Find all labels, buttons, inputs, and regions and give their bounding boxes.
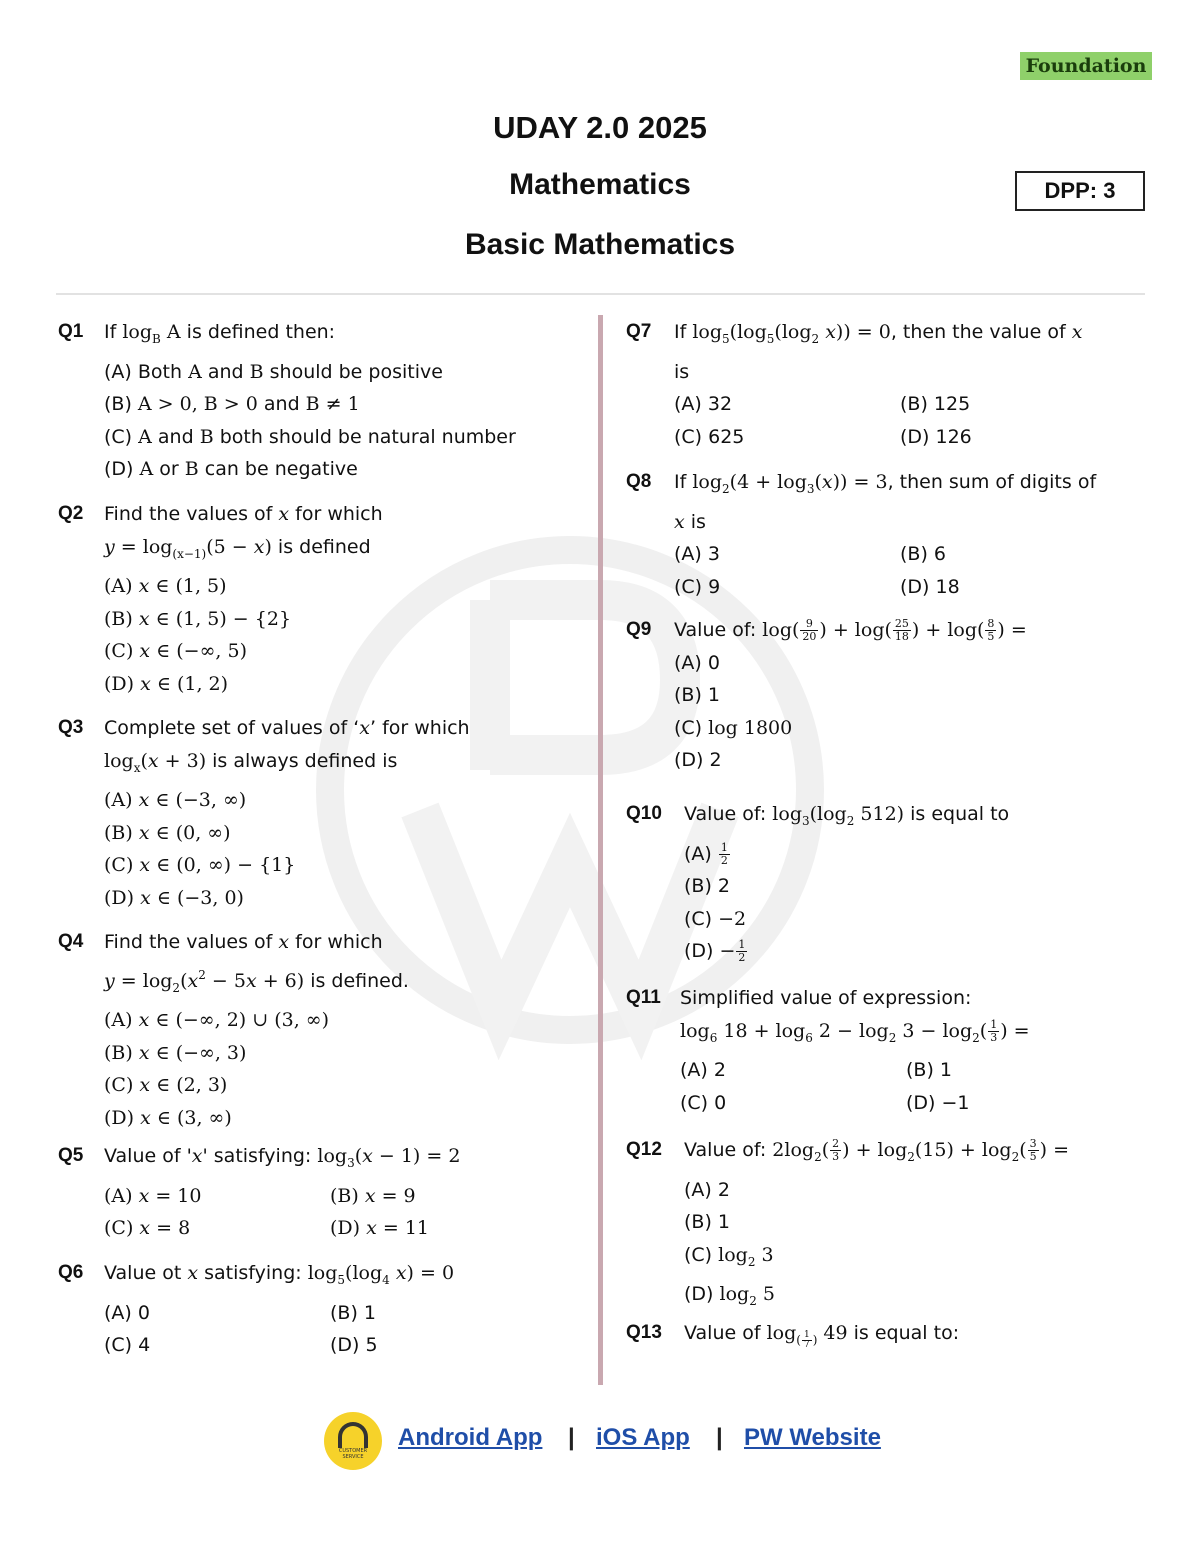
question-text: Value of: log( $\frac{9}{20}$ ) + log( $\frac{25}{18}$ ) + log( $\frac{8}{5}$ ) =: [674, 617, 1027, 643]
option-a[interactable]: (A) 0: [674, 651, 720, 674]
option-c[interactable]: (C) A and B both should be natural number: [104, 425, 516, 448]
question-text: Complete set of values of ‘x’ for which: [104, 717, 470, 739]
option-d[interactable]: (D) 5: [330, 1334, 378, 1356]
question-text-2: $y = \log_{(x-1)}(5 - x)$ is defined: [104, 535, 371, 561]
option-d[interactable]: (D) $\log_2 5$: [684, 1283, 775, 1308]
question-number: Q1: [58, 321, 84, 342]
option-b[interactable]: (B) 125: [900, 393, 971, 415]
question-text: Find the values of x for which: [104, 931, 383, 953]
option-b[interactable]: (B) x ∈ (0, ∞): [104, 821, 231, 844]
option-b[interactable]: (B) 1: [330, 1301, 376, 1324]
foundation-tag: Foundation: [1020, 52, 1152, 80]
question-text: If $\log_B A$ is defined then:: [104, 321, 336, 346]
question-number: Q3: [58, 717, 84, 738]
footer-separator: |: [568, 1424, 575, 1451]
option-c[interactable]: (C) x ∈ (0, ∞) − {1}: [104, 854, 296, 876]
option-a[interactable]: (A) 3: [674, 543, 720, 565]
option-d[interactable]: (D) x ∈ (−3, 0): [104, 886, 244, 909]
option-b[interactable]: (B) x ∈ (1, 5) − {2}: [104, 607, 292, 630]
option-a[interactable]: (A) 2: [680, 1059, 726, 1081]
option-c[interactable]: (C) $\log_2 3$: [684, 1243, 774, 1269]
footer-links: [0, 1412, 1200, 1472]
question-number: Q9: [626, 619, 652, 640]
question-text-2: x is: [674, 510, 706, 533]
option-d[interactable]: (D) 126: [900, 425, 972, 448]
question-number: Q13: [626, 1322, 662, 1343]
option-b[interactable]: (B) 1: [906, 1059, 952, 1081]
question-text-2: $\log_6 18 + \log_6 2 - \log_2 3 - \log_2$( $\frac{1}{3}$ ) =: [680, 1018, 1030, 1045]
option-d[interactable]: (D) 18: [900, 575, 960, 598]
question-number: Q11: [626, 987, 661, 1008]
question-number: Q12: [626, 1139, 662, 1160]
option-a[interactable]: (A) 2: [684, 1178, 730, 1201]
customer-service-headset-icon[interactable]: CUSTOMER SERVICE: [324, 1412, 382, 1470]
question-number: Q7: [626, 321, 652, 342]
option-d[interactable]: (D) − $\frac{1}{2}$: [684, 938, 746, 964]
option-b[interactable]: (B) 6: [900, 543, 946, 565]
question-number: Q4: [58, 931, 84, 952]
option-c[interactable]: (C) 0: [680, 1091, 727, 1114]
option-a[interactable]: (A) 32: [674, 393, 733, 415]
option-b[interactable]: (B) 2: [684, 875, 730, 897]
question-text-2: $\log_x(x + 3)$ is always defined is: [104, 749, 398, 775]
question-text-2: is: [674, 360, 690, 383]
option-d[interactable]: (D) 2: [674, 749, 722, 771]
option-a[interactable]: (A) x ∈ (1, 5): [104, 575, 227, 597]
question-number: Q8: [626, 471, 652, 492]
option-c[interactable]: (C) x ∈ (2, 3): [104, 1074, 228, 1096]
option-d[interactable]: (D) −1: [906, 1091, 970, 1114]
option-b[interactable]: (B) 1: [674, 684, 720, 706]
question-text: Find the values of x for which: [104, 503, 383, 525]
question-number: Q5: [58, 1145, 84, 1166]
option-c[interactable]: (C) log 1800: [674, 716, 793, 739]
footer-separator: |: [716, 1424, 723, 1451]
option-d[interactable]: (D) x ∈ (1, 2): [104, 672, 229, 695]
option-c[interactable]: (C) −2: [684, 907, 747, 930]
question-text: Simplified value of expression:: [680, 987, 972, 1009]
column-divider: [598, 315, 603, 1385]
option-d[interactable]: (D) x ∈ (3, ∞): [104, 1106, 232, 1129]
option-d[interactable]: (D) x = 11: [330, 1217, 430, 1239]
question-text: Value of: $\log_3(\log_2$ 512) is equal to: [684, 803, 1010, 828]
android-app-link[interactable]: Android App: [398, 1424, 543, 1451]
option-c[interactable]: (C) x = 8: [104, 1217, 191, 1239]
page-title: UDAY 2.0 2025: [493, 110, 707, 145]
option-b[interactable]: (B) A > 0, B > 0 and B ≠ 1: [104, 393, 360, 415]
option-a[interactable]: (A) Both A and B should be positive: [104, 360, 443, 383]
option-c[interactable]: (C) 9: [674, 575, 721, 598]
question-text: Value of 'x' satisfying: $\log_3(x - 1) = 2$: [104, 1145, 461, 1170]
option-a[interactable]: (A) $\frac{1}{2}$: [684, 840, 728, 867]
option-b[interactable]: (B) x ∈ (−∞, 3): [104, 1041, 247, 1064]
ios-app-link[interactable]: iOS App: [596, 1424, 690, 1451]
subject-title: Mathematics: [509, 168, 691, 201]
question-text: Value of: $2\log_2$( $\frac{2}{3}$ ) + $\log_2(15) + \log_2$( $\frac{3}{5}$ ) =: [684, 1137, 1069, 1164]
option-d[interactable]: (D) A or B can be negative: [104, 458, 358, 480]
option-b[interactable]: (B) x = 9: [330, 1184, 416, 1207]
chapter-title: Basic Mathematics: [464, 228, 736, 261]
dpp-box: DPP: 3: [1015, 171, 1145, 211]
option-c[interactable]: (C) 4: [104, 1334, 151, 1356]
question-number: Q6: [58, 1262, 84, 1283]
header-divider: [56, 293, 1145, 295]
question-text-2: $y = \log_2(x^2 - 5x + 6)$ is defined.: [104, 967, 409, 995]
question-text: If $\log_5(\log_5(\log_2$ x)) = 0, then the value of x: [674, 321, 1083, 346]
option-a[interactable]: (A) x = 10: [104, 1184, 202, 1207]
option-a[interactable]: (A) 0: [104, 1301, 150, 1324]
question-number: Q2: [58, 503, 84, 524]
option-a[interactable]: (A) x ∈ (−3, ∞): [104, 789, 247, 811]
option-a[interactable]: (A) x ∈ (−∞, 2) ∪ (3, ∞): [104, 1009, 330, 1031]
question-text: Value of $\log_{( \frac{1}{7} )} 49$ is equal to:: [684, 1322, 960, 1350]
pw-website-link[interactable]: PW Website: [744, 1424, 881, 1451]
option-c[interactable]: (C) 625: [674, 425, 745, 448]
question-text: Value ot x satisfying: $\log_5(\log_4$ x) = 0: [104, 1262, 455, 1287]
option-b[interactable]: (B) 1: [684, 1211, 730, 1233]
question-text: If $\log_2(4 + \log_3(x)) = 3$, then sum of digits of: [674, 471, 1097, 496]
question-number: Q10: [626, 803, 662, 824]
option-c[interactable]: (C) x ∈ (−∞, 5): [104, 640, 248, 662]
